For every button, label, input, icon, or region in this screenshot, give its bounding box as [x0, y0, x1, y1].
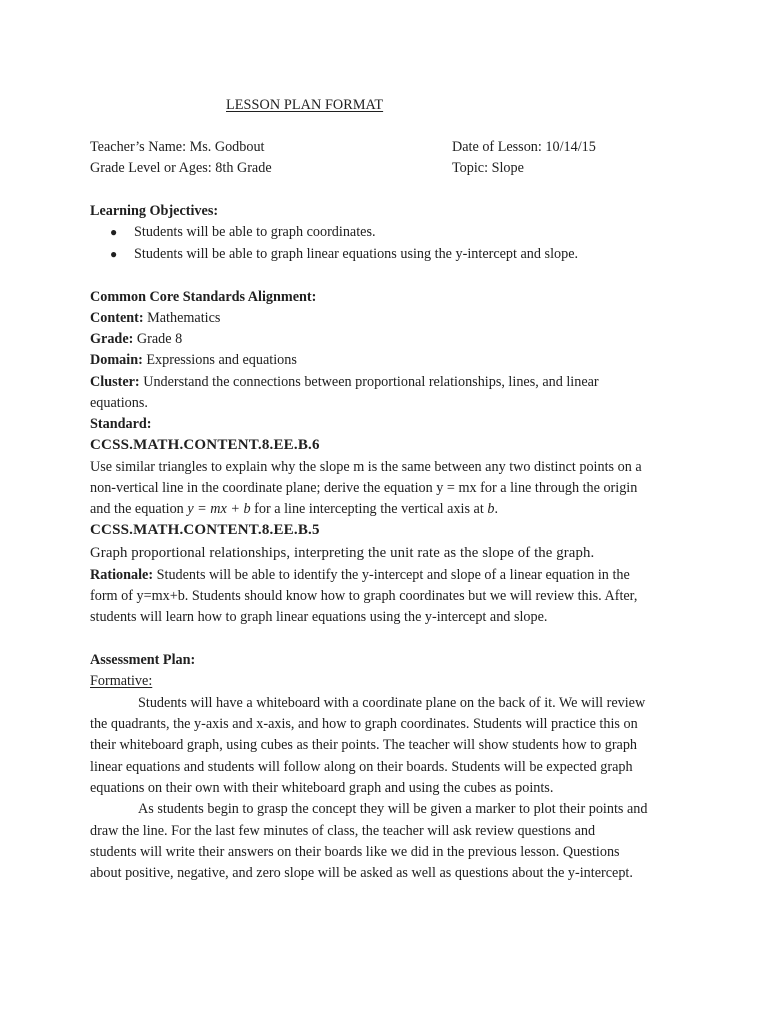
- topic-value: Slope: [491, 160, 524, 176]
- standard-text-equation-line: [90, 499, 498, 521]
- paragraph-line: the quadrants, the y-axis and x-axis, and how to graph coordinates. Students will practice this on: [90, 716, 638, 732]
- grade-value: Grade 8: [136, 331, 183, 347]
- standard-code: CCSS.MATH.CONTENT.8.EE.B.5: [90, 522, 320, 538]
- standard-text: Graph proportional relationships, interpreting the unit rate as the slope of the graph.: [90, 545, 595, 561]
- paragraph-line: linear equations and students will follow along on their boards. Students will be expected graph: [90, 759, 633, 775]
- grade-label: Grade:: [90, 331, 134, 347]
- rationale-text: form of y=mx+b. Students should know how to graph coordinates but we will review this. After,: [90, 588, 638, 604]
- lesson-date-value: 10/14/15: [545, 139, 596, 155]
- teacher-name-value: Ms. Godbout: [189, 139, 265, 155]
- topic-label: Topic:: [452, 160, 489, 176]
- paragraph-line: their whiteboard graph, using cubes as their points. The teacher will show students how to graph: [90, 737, 638, 753]
- formative-label: Formative:: [90, 673, 153, 689]
- paragraph-line: Students will have a whiteboard with a coordinate plane on the back of it. We will review: [138, 695, 646, 711]
- standards-heading: Common Core Standards Alignment:: [90, 289, 317, 305]
- paragraph-line: about positive, negative, and zero slope will be asked as well as questions about the y-intercept.: [90, 865, 633, 881]
- domain-label: Domain:: [90, 352, 143, 368]
- standard-text: non-vertical line in the coordinate plane; derive the equation y = mx for a line through the origin: [90, 480, 638, 496]
- standard-text: and the equation: [90, 501, 184, 517]
- standard-text: Use similar triangles to explain why the slope m is the same between any two distinct points on a: [90, 459, 642, 475]
- cluster-line: [90, 372, 599, 394]
- standard-code: CCSS.MATH.CONTENT.8.EE.B.6: [90, 437, 320, 453]
- teacher-name-line: [90, 137, 264, 159]
- assessment-heading: Assessment Plan:: [90, 652, 196, 668]
- bullet-icon: ●: [110, 247, 118, 261]
- page-title: LESSON PLAN FORMAT: [226, 97, 384, 113]
- domain-value: Expressions and equations: [146, 352, 297, 368]
- grade-level-line: [90, 158, 272, 180]
- cluster-text: Understand the connections between proportional relationships, lines, and linear: [143, 374, 599, 390]
- rationale-label: Rationale:: [90, 567, 154, 583]
- cluster-text-cont: equations.: [90, 395, 148, 411]
- content-label: Content:: [90, 310, 144, 326]
- rationale-line: [90, 565, 630, 587]
- topic-line: [452, 158, 524, 180]
- variable: b: [487, 501, 495, 517]
- paragraph-line: students will write their answers on their boards like we did in the previous lesson. Questions: [90, 844, 620, 860]
- grade-level-label: Grade Level or Ages:: [90, 160, 212, 176]
- teacher-name-label: Teacher’s Name:: [90, 139, 187, 155]
- rationale-text: Students will be able to identify the y-intercept and slope of a linear equation in the: [156, 567, 630, 583]
- content-line: [90, 308, 220, 330]
- lesson-date-label: Date of Lesson:: [452, 139, 542, 155]
- equation: y = mx + b: [187, 501, 251, 517]
- grade-line: [90, 329, 182, 351]
- domain-line: [90, 350, 297, 372]
- bullet-icon: ●: [110, 225, 118, 239]
- objective-item: Students will be able to graph coordinates.: [134, 224, 376, 240]
- period: .: [494, 501, 498, 517]
- rationale-text: students will learn how to graph linear equations using the y-intercept and slope.: [90, 609, 548, 625]
- paragraph-line: draw the line. For the last few minutes of class, the teacher will ask review questions and: [90, 823, 596, 839]
- objective-item: Students will be able to graph linear equations using the y-intercept and slope.: [134, 246, 579, 262]
- grade-level-value: 8th Grade: [215, 160, 272, 176]
- paragraph-line: As students begin to grasp the concept they will be given a marker to plot their points and: [138, 801, 648, 817]
- lesson-date-line: [452, 137, 596, 159]
- objectives-heading: Learning Objectives:: [90, 203, 219, 219]
- cluster-label: Cluster:: [90, 374, 140, 390]
- standard-label: Standard:: [90, 416, 152, 432]
- standard-text: for a line intercepting the vertical axis at: [254, 501, 484, 517]
- content-value: Mathematics: [147, 310, 221, 326]
- paragraph-line: equations on their own with their whiteboard graph and using the cubes as points.: [90, 780, 554, 796]
